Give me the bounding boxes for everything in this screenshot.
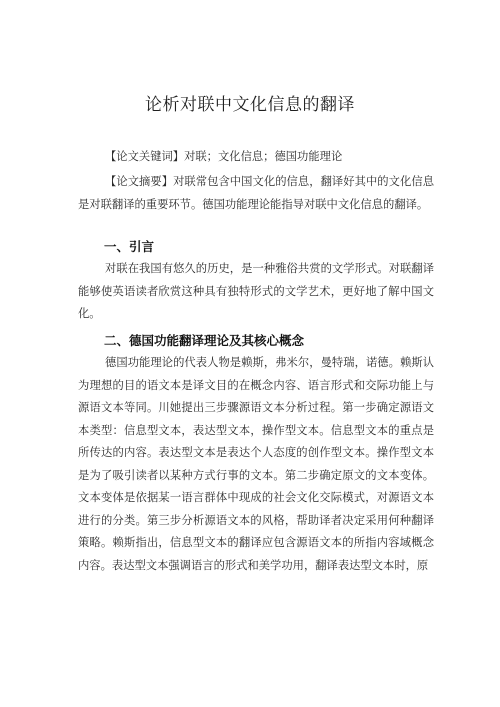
functional-theory-paragraph: 德国功能理论的代表人物是赖斯，弗米尔，曼特瑞，诺德。赖斯认为理想的目的语文本是译文目的在概念内容、语言形式和交际功能上与源语文本等同。川她提出三步骤源语文本分析过程。第一步确定源语文本类型：信息型文本，表达型文本，操作型文本。信息型文本的重点是所传达的内容。表达型文本是表达个人态度的创作型文本。操作型文本是为了吸引读者以某种方式行事的文本。第二步确定原文的文本变体。文本变体是依据某一语言群体中现成的社会文化交际模式，对源语文本进行的分类。第三步分析源语文本的风格，帮助译者决定采用何种翻译策略。赖斯指出，信息型文本的翻译应包含源语文本的所指内容域概念内容。表达型文本强调语言的形式和美学功用，翻译表达型文本时，原 bbox=[78, 356, 434, 572]
keywords-paragraph: 【论文关键词】对联；文化信息；德国功能理论 bbox=[105, 150, 343, 163]
abstract-paragraph: 【论文摘要】对联常包含中国文化的信息，翻译好其中的文化信息是对联翻译的重要环节。德国功能理论能指导对联中文化信息的翻译。 bbox=[78, 175, 434, 211]
section-heading-functional-theory: 二、德国功能翻译理论及其核心概念 bbox=[104, 333, 305, 348]
document-title: 论析对联中文化信息的翻译 bbox=[145, 95, 355, 115]
introduction-paragraph: 对联在我国有悠久的历史，是一种雅俗共赏的文学形式。对联翻译能够使英语读者欣赏这种具有独特形式的文学艺术，更好地了解中国文化。 bbox=[78, 262, 434, 320]
section-heading-introduction: 一、引言 bbox=[104, 239, 155, 254]
